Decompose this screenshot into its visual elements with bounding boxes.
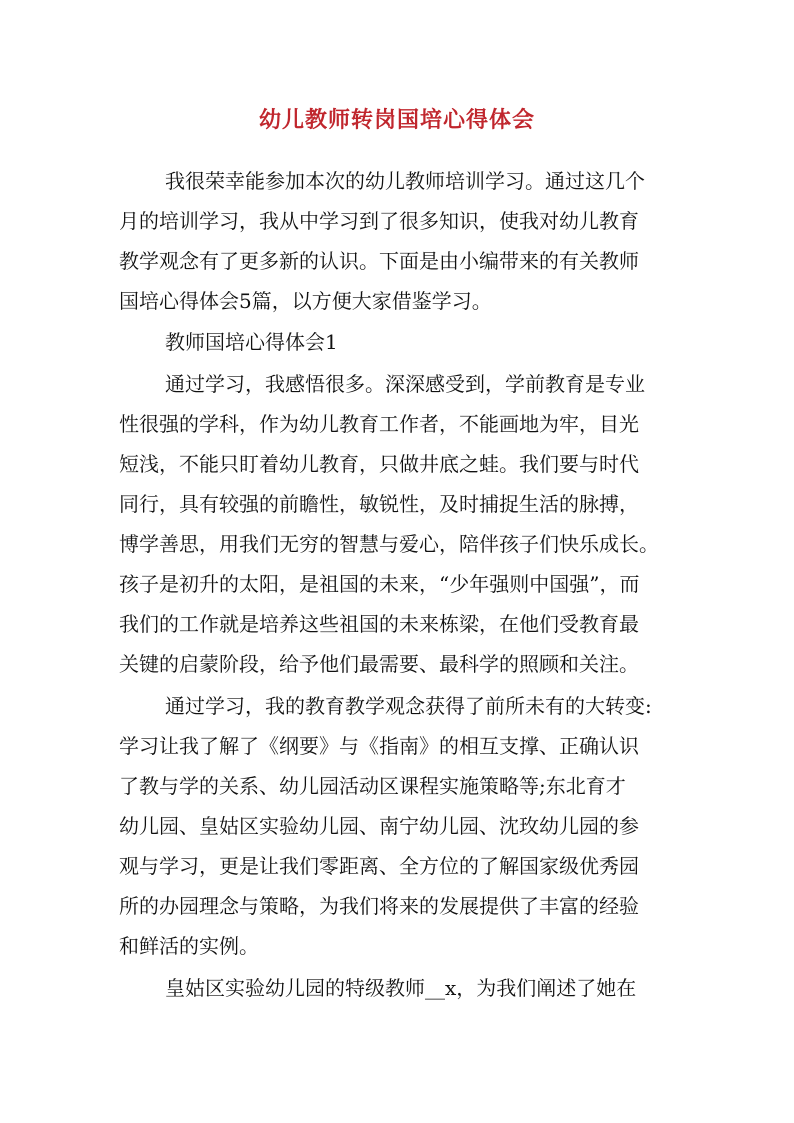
text-line: 同行，具有较强的前瞻性，敏锐性，及时捕捉生活的脉搏， xyxy=(119,492,639,516)
document-title: 幼儿教师转岗国培心得体会 xyxy=(258,107,535,133)
text-line: 和鲜活的实例。 xyxy=(119,934,259,958)
text-line: 性很强的学科，作为幼儿教育工作者，不能画地为牢，目光 xyxy=(119,412,639,436)
text-line: 孩子是初升的太阳，是祖国的未来，“少年强则中国强”，而 xyxy=(119,572,640,596)
section-heading: 教师国培心得体会1 xyxy=(165,330,338,354)
text-line: 观与学习，更是让我们零距离、全方位的了解国家级优秀园 xyxy=(119,854,639,878)
text-line: 学习让我了解了《纲要》与《指南》的相互支撑、正确认识 xyxy=(119,734,639,758)
text-line: 国培心得体会5篇，以方便大家借鉴学习。 xyxy=(119,289,492,313)
text-line: 短浅，不能只盯着幼儿教育，只做井底之蛙。我们要与时代 xyxy=(119,452,639,476)
text-line: 我很荣幸能参加本次的幼儿教师培训学习。通过这几个 xyxy=(165,169,645,193)
text-line: 所的办园理念与策略，为我们将来的发展提供了丰富的经验 xyxy=(119,894,639,918)
text-line: 通过学习，我的教育教学观念获得了前所未有的大转变: xyxy=(165,694,652,718)
text-line: 我们的工作就是培养这些祖国的未来栋梁，在他们受教育最 xyxy=(119,612,639,636)
text-line: 幼儿园、皇姑区实验幼儿园、南宁幼儿园、沈玫幼儿园的参 xyxy=(119,814,639,838)
text-line: 教学观念有了更多新的认识。下面是由小编带来的有关教师 xyxy=(119,249,639,273)
text-line: 月的培训学习，我从中学习到了很多知识，使我对幼儿教育 xyxy=(119,209,639,233)
text-line: 了教与学的关系、幼儿园活动区课程实施策略等;东北育才 xyxy=(119,774,626,798)
text-line: 皇姑区实验幼儿园的特级教师__x，为我们阐述了她在 xyxy=(165,976,637,1000)
text-line: 关键的启蒙阶段，给予他们最需要、最科学的照顾和关注。 xyxy=(119,652,639,676)
text-line: 通过学习，我感悟很多。深深感受到，学前教育是专业 xyxy=(165,372,645,396)
text-line: 博学善思，用我们无穷的智慧与爱心，陪伴孩子们快乐成长。 xyxy=(119,532,659,556)
